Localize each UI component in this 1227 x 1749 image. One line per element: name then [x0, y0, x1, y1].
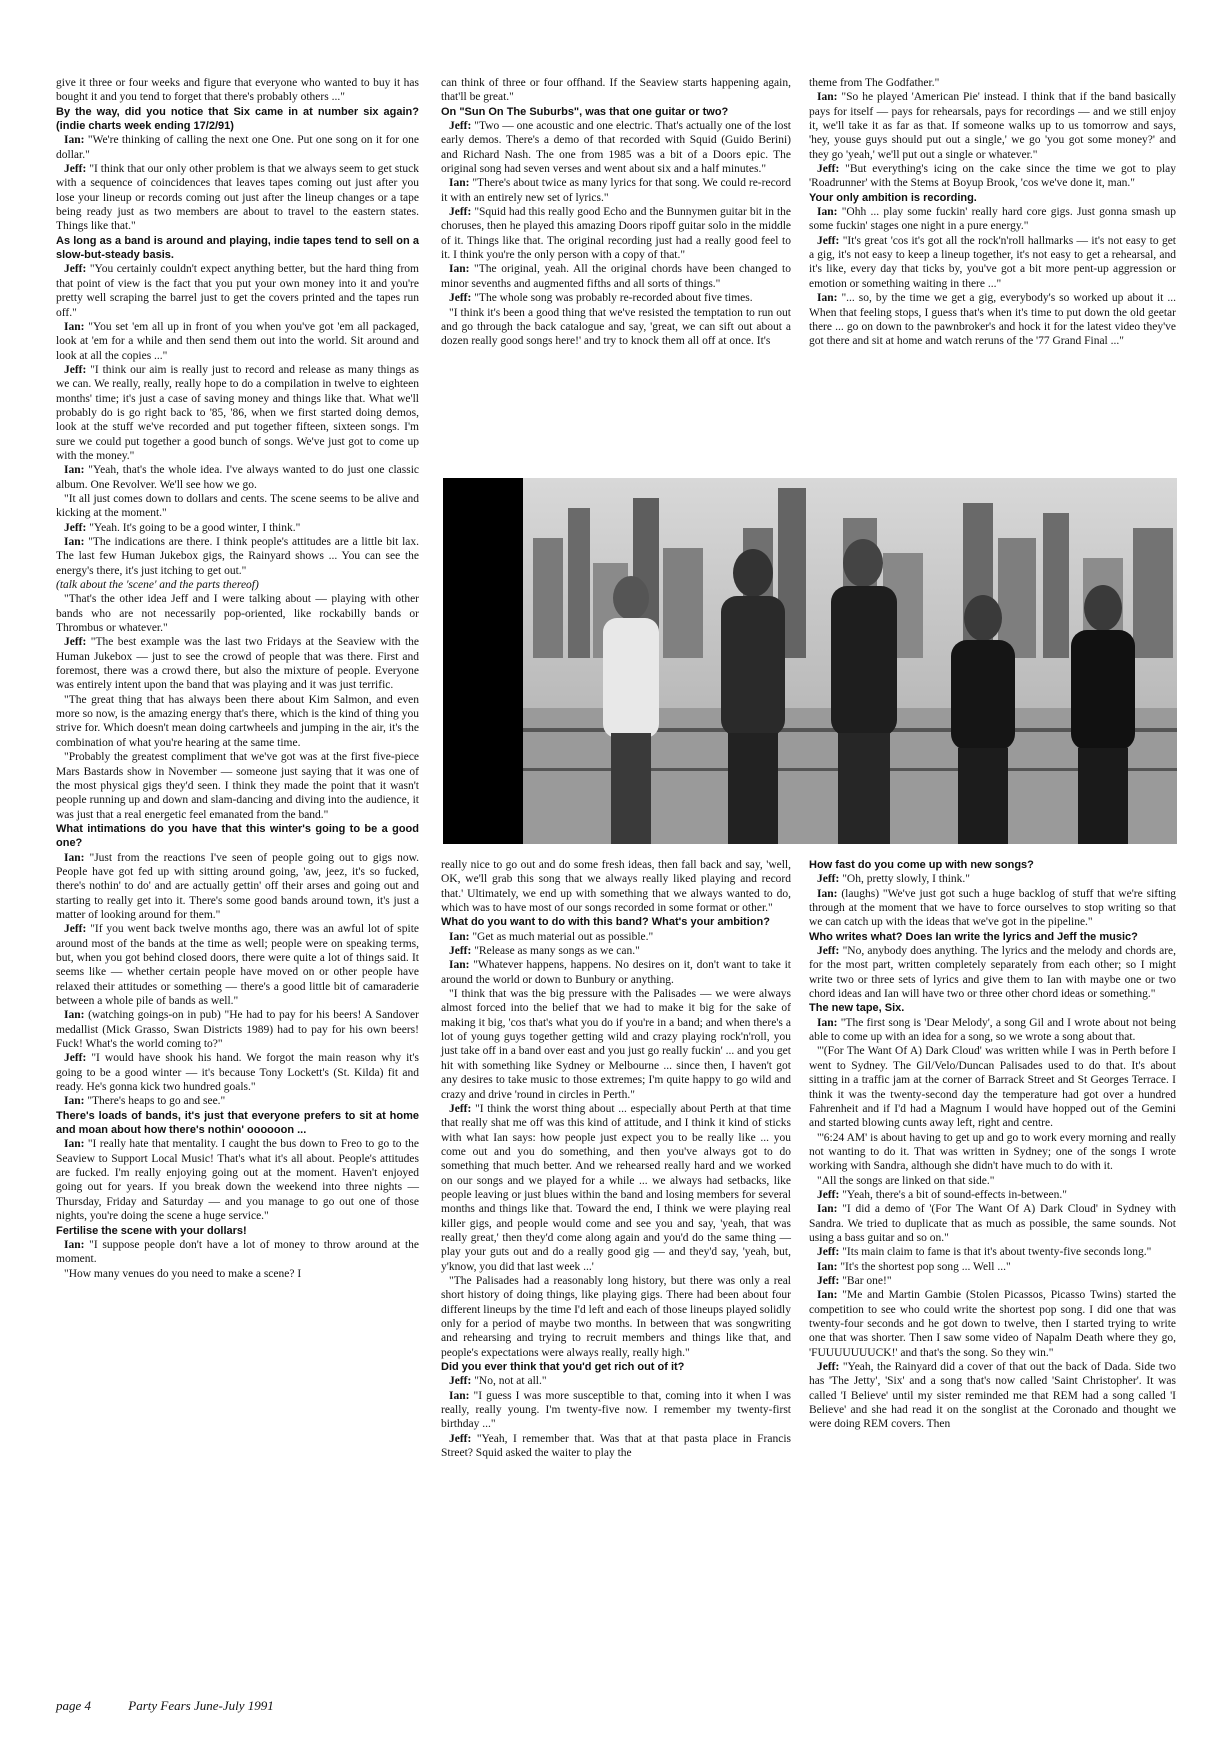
interview-question: Who writes what? Does Ian write the lyrics and Jeff the music? [809, 930, 1138, 943]
interview-answer [56, 521, 419, 535]
answer-text: "Its main claim to fame is that it's about twenty-five seconds long." [842, 1246, 1152, 1259]
article-column-3-bottom [809, 858, 1176, 1432]
paragraph: can think of three or four offhand. If the Seaview starts happening again, that'll be great." [441, 77, 791, 104]
speaker-name: Jeff: [64, 923, 87, 936]
interview-answer [441, 205, 791, 262]
speaker-name: Jeff: [449, 292, 472, 305]
interview-answer [809, 887, 1176, 930]
answer-text: "I would have shook his hand. We forgot the main reason why it's going to be a good winter — it's because Tony Lockett's (St. Kilda) fit and ready. He's gonna kick two hundred goals." [56, 1052, 420, 1094]
speaker-name: Ian: [817, 1289, 838, 1302]
answer-text: "Get as much material out as possible." [472, 930, 654, 943]
speaker-name: Ian: [449, 959, 470, 972]
interview-answer [56, 535, 419, 578]
paragraph: give it three or four weeks and figure that everyone who wanted to buy it has bought it and you tend to forget that there's probably others ..." [56, 77, 419, 104]
speaker-name: Jeff: [64, 163, 87, 176]
interview-answer [56, 635, 419, 692]
answer-text: "Squid had this really good Echo and the Bunnymen guitar bit in the choruses, then he played this amazing Doors ripoff guitar solo in the middle of it. Things like that. The original recording just had a really good feel to it. I think you're the only person with a copy of that." [441, 206, 791, 262]
interview-answer [56, 463, 419, 492]
interview-answer [441, 119, 791, 176]
interview-answer [809, 291, 1176, 348]
speaker-name: Ian: [64, 464, 85, 477]
answer-text: "Yeah, that's the whole idea. I've always wanted to do just one classic album. One Revolver. We'll see how we go. [56, 464, 420, 491]
speaker-name: Ian: [64, 1009, 85, 1022]
answer-text: "Two — one acoustic and one electric. That's actually one of the lost early demos. There's a demo of that recorded with Squid (Guido Berini) and Richard Nash. The one from 1985 was a bit of a Doors epic. The original song had seven verses and went about six and a half minutes." [441, 120, 791, 176]
answer-text: "Ohh ... play some fuckin' really hard core gigs. Just gonna smash up some fuckin' stages one night in a pure energy." [809, 206, 1176, 233]
interview-question: On "Sun On The Suburbs", was that one guitar or two? [441, 105, 729, 118]
interview-answer [809, 1016, 1176, 1045]
page-number: page 4 [56, 1698, 92, 1713]
answer-text: "I think that our only other problem is that we always seem to get stuck with a sequence of coincidences that leaves tapes coming out just after you lose your lineup or records coming out just after the lineup changes or a tape being ready just as two members are about to travel to the eastern states. Things like that." [56, 163, 420, 233]
answer-text: "I think the worst thing about ... especially about Perth at that time that really shat me off was this kind of attitude, and I think it kind of sticks with what Ian says: how people just expect you to be really like ... you come out and you do something, and then you've always got to do something that much better. And we rehearsed really hard and we worked on our songs and we played for a while ... we always had setbacks, like people leaving or just blues within the band and losing members for several months and things like that. Toward the end, I think we were playing real killer gigs, and people would come and see you and say, 'yeah, that was really great,' then they'd come along again and you'd do the same thing — play your guts out and do a really good gig — and they'd say, 'yeah, but, y'know, you did that last week ...' [441, 1102, 791, 1273]
interview-question: What intimations do you have that this winter's going to be a good one? [56, 822, 419, 850]
interview-answer [56, 1094, 419, 1108]
answer-text: "The original, yeah. All the original chords have been changed to minor sevenths and augmented fifths and all sorts of things." [441, 263, 791, 290]
answer-text: "Me and Martin Gambie (Stolen Picassos, Picasso Twins) started the competition to see who could write the shortest pop song. I did one that was twenty-four seconds and he got down to twelve, then I started trying to write one that was shorter. Then I saw some video of Napalm Death where they go, 'FUUUUUUUCK!' and that's the song. So they win." [809, 1289, 1176, 1359]
interview-answer [441, 176, 791, 205]
answer-text: "... so, by the time we get a gig, everybody's so worked up about it ... When that feeling stops, I guess that's when it's time to put down the old geetar there ... go on down to the pawnbroker's and hock it for the latest video they've got there and sit at home and watch reruns of the '77 Grand Final ..." [809, 292, 1177, 348]
speaker-name: Jeff: [817, 1361, 840, 1374]
interview-answer [441, 930, 791, 944]
speaker-name: Jeff: [449, 1432, 472, 1445]
answer-text: "I suppose people don't have a lot of money to throw around at the moment. [56, 1238, 420, 1266]
interview-answer [809, 1274, 1176, 1288]
speaker-name: Ian: [64, 1238, 85, 1251]
speaker-name: Jeff: [449, 945, 472, 958]
interview-answer [809, 1288, 1176, 1360]
interview-answer [441, 1389, 791, 1432]
speaker-name: Ian: [449, 1389, 470, 1402]
speaker-name: Jeff: [817, 1274, 840, 1287]
speaker-name: Ian: [64, 320, 85, 333]
speaker-name: Jeff: [817, 234, 840, 247]
answer-text: "The indications are there. I think people's attitudes are a little bit lax. The last few Human Jukebox gigs, the Rainyard shows ... You can see the energy's there, it's just itching to get out." [56, 536, 420, 577]
answer-text: "Release as many songs as we can." [474, 945, 640, 958]
paragraph: "That's the other idea Jeff and I were talking about — playing with other bands who are not necessarily pop-oriented, like rockabilly bands or Thrombus or whatever." [56, 593, 419, 635]
interview-answer [809, 234, 1176, 291]
answer-text: "Yeah, the Rainyard did a cover of that out the back of Dada. Side two has 'The Jetty', 'Six' and a song that's now called 'Saint Christopher'. It was called 'I Believe' until my sister reminded me that REM had a song called 'I Believe' and she had read it on the songlist at the Coronado and thought we were doing REM covers. Then [809, 1361, 1176, 1431]
interview-answer [56, 1238, 419, 1267]
answer-text: "Oh, pretty slowly, I think." [842, 873, 971, 886]
paragraph: "'(For The Want Of A) Dark Cloud' was written while I was in Perth before I went to Sydney. The Gil/Velo/Duncan Palisades used to do that. It's about sitting in a traffic jam at the corner of Barrack Street and St Georges Terrace. I think it was the twenty-second day the temperature had got over a hundred Fahrenheit and if I'd had a Magnum I would have hopped out of the Gemini and started blowing cunts away left, right and centre. [809, 1045, 1176, 1130]
interview-question: Fertilise the scene with your dollars! [56, 1224, 247, 1237]
answer-text: "It's the shortest pop song ... Well ..." [840, 1260, 1011, 1273]
answer-text: "Whatever happens, happens. No desires on it, don't want to take it around the world or down to Bunbury or anything. [441, 959, 791, 986]
answer-text: "But everything's icing on the cake since the time we got to play 'Roadrunner' with the Stems at Boyup Brook, 'cos we've done it, man." [809, 163, 1177, 190]
answer-text: "No, not at all." [474, 1375, 547, 1388]
answer-text: "The first song is 'Dear Melody', a song Gil and I wrote about not being able to come up with an idea for a song, so we wrote a song about that. [809, 1016, 1176, 1044]
speaker-name: Ian: [817, 1260, 838, 1273]
interview-question: The new tape, Six. [809, 1002, 905, 1015]
speaker-name: Ian: [64, 134, 85, 147]
page-footer [56, 1698, 656, 1714]
paragraph: "I think it's been a good thing that we've resisted the temptation to run out and go through the back catalogue and say, 'great, we can sift out about a dozen really good songs here!' and try to knock them all off at once. It's [441, 306, 791, 348]
answer-text: (laughs) "We've just got such a huge backlog of stuff that we're sifting through at the moment that we have to force ourselves to stop writing so that we can catch up with the ideas that we've got in the pipeline." [809, 887, 1176, 929]
interview-answer [56, 320, 419, 363]
speaker-name: Ian: [817, 91, 838, 104]
speaker-name: Jeff: [817, 1246, 840, 1259]
interview-answer [56, 922, 419, 1008]
interview-answer [441, 1432, 791, 1461]
speaker-name: Jeff: [449, 120, 472, 133]
answer-text: "Bar one!" [842, 1274, 892, 1287]
publication-title: Party Fears June-July 1991 [128, 1698, 274, 1713]
paragraph: "How many venues do you need to make a scene? I [64, 1267, 302, 1280]
speaker-name: Ian: [817, 206, 838, 219]
interview-question: There's loads of bands, it's just that everyone prefers to sit at home and moan about how there's nothin' oooooon ... [56, 1109, 419, 1137]
interview-question: How fast do you come up with new songs? [809, 859, 1034, 871]
speaker-name: Jeff: [64, 521, 87, 534]
answer-text: (watching goings-on in pub) "He had to pay for his beers! A Sandover medallist (Mick Grasso, Swan Districts 1989) had to pay for his own beers! Fuck! What's the world coming to?" [56, 1009, 419, 1051]
paragraph: "'6:24 AM' is about having to get up and go to work every morning and really not wanting to do it. That was written in Sydney; one of the songs I wrote working with Sandra, although she didn't have much to do with it. [809, 1131, 1176, 1173]
interview-answer [441, 1102, 791, 1274]
interview-answer [56, 851, 419, 923]
answer-text: "Yeah. It's going to be a good winter, I think." [89, 521, 301, 534]
interview-answer [56, 262, 419, 319]
speaker-name: Ian: [64, 851, 85, 864]
speaker-name: Jeff: [64, 636, 87, 649]
interview-answer [809, 872, 1176, 886]
interview-answer [441, 958, 791, 987]
paragraph: "It all just comes down to dollars and cents. The scene seems to be alive and kicking at the moment." [56, 492, 419, 520]
interview-question: By the way, did you notice that Six came in at number six again? (indie charts week ending 17/2/91) [56, 105, 419, 133]
interview-question: As long as a band is around and playing, indie tapes tend to sell on a slow-but-steady basis. [56, 234, 419, 262]
interview-answer [441, 944, 791, 958]
answer-text: "If you went back twelve months ago, there was an awful lot of spite around most of the bands at the time as well; people were on speaking terms, but, when you got behind closed doors, there were quite a lot of things said. It seems like — whether certain people have moved on or other people have relaxed their attitudes or something — there's a good little bit of camaraderie between a whole pile of bands as well." [56, 923, 420, 1007]
answer-text: "No, anybody does anything. The lyrics and the melody and chords are, for the most part, written completely separately from each other; so I might write two or three sets of lyrics and give them to Ian with maybe one or two chord ideas and Ian will have two or three other chord ideas or something." [809, 945, 1176, 1001]
interview-answer [56, 1137, 419, 1223]
speaker-name: Jeff: [817, 873, 840, 886]
interview-answer [809, 944, 1176, 1001]
speaker-name: Jeff: [64, 1052, 87, 1065]
paragraph: "Probably the greatest compliment that we've got was at the first five-piece Mars Bastards show in November — someone just saying that it was one of the most physical gigs they'd seen. I think they made the point that it wasn't people running up and down and slam-dancing and diving into the audience, it was just that a real energetic feel emanated from the band." [56, 751, 419, 821]
paragraph: really nice to go out and do some fresh ideas, then fall back and say, 'well, OK, we'll grab this song that we always really liked playing and record that.' Ultimately, we end up with something that we always wanted to do, which was to have most of our songs recorded in some format or other." [441, 859, 791, 915]
paragraph: "The great thing that has always been there about Kim Salmon, and even more so now, is the amazing energy that's there, which is the kind of thing you strive for. Which doesn't mean doing cartwheels and jumping in the air, it's the combination of what you're hearing at the same time. [56, 693, 419, 749]
answer-text: "It's great 'cos it's got all the rock'n'roll hallmarks — it's not easy to get a gig, it's not easy to keep a lineup together, it's not easy to get a rehearsal, and it's like, every day that ticks by, you've got a bit more pent-up aggression or emotion or something waiting in there ..." [809, 234, 1176, 290]
stage-direction: (talk about the 'scene' and the parts thereof) [56, 579, 259, 592]
speaker-name: Ian: [64, 1095, 85, 1108]
interview-answer [441, 262, 791, 291]
answer-text: "You certainly couldn't expect anything better, but the hard thing from that point of view is the fact that you put your own money into it and you're pretty well scraping the barrel just to get the covers printed and the tapes run off." [56, 263, 419, 319]
speaker-name: Jeff: [449, 206, 472, 219]
paragraph: "All the songs are linked on that side." [817, 1174, 995, 1187]
interview-answer [441, 1374, 791, 1388]
answer-text: "I guess I was more susceptible to that, coming into it when I was really, really young. I'm twenty-five now. I remember my twenty-first birthday ..." [441, 1389, 792, 1431]
speaker-name: Jeff: [449, 1102, 472, 1115]
band-photo-image [443, 478, 1177, 844]
paragraph: "I think that was the big pressure with the Palisades — we were always almost forced into the belief that we had to make it big for the sake of making it big, 'cos that's what you do if you're in a band; and when there's a lot of young guys together getting wild and crazy playing rock'n'roll, you just take off in a band over east and you just go really fuckin' ... and you get hit with something like Sydney or Melbourne ... since then, I haven't got any desires to take music to those extremes; I'm quite happy to go wild and crazy and drive 'round in circles in Perth." [441, 988, 791, 1101]
interview-answer [809, 90, 1176, 162]
interview-question: What do you want to do with this band? What's your ambition? [441, 916, 770, 929]
answer-text: "Yeah, I remember that. Was that at that pasta place in Francis Street? Squid asked the waiter to play the [441, 1432, 791, 1460]
speaker-name: Ian: [449, 177, 470, 190]
interview-question: Did you ever think that you'd get rich out of it? [441, 1361, 685, 1374]
answer-text: "So he played 'American Pie' instead. I think that if the band basically pays for itself — pays for rehearsals, pays for recordings — and we still enjoy it, we'll take it as far as that. If someone walks up to us tomorrow and says, 'hey, youse guys should put out a single,' we go 'you got some money?' and they go 'yeah,' we'll put out a single or whatever." [809, 91, 1176, 161]
interview-answer [56, 363, 419, 463]
interview-answer [809, 1202, 1176, 1245]
speaker-name: Ian: [449, 263, 470, 276]
interview-answer [809, 1188, 1176, 1202]
answer-text: "Yeah, there's a bit of sound-effects in-between." [842, 1188, 1067, 1201]
interview-answer [56, 162, 419, 234]
band-photo [443, 478, 1177, 844]
speaker-name: Ian: [64, 536, 85, 548]
speaker-name: Jeff: [817, 1188, 840, 1201]
article-column-2-top [441, 76, 791, 349]
answer-text: "There's about twice as many lyrics for that song. We could re-record it with an entirely new set of lyrics." [441, 177, 792, 204]
answer-text: "The best example was the last two Fridays at the Seaview with the Human Jukebox — just to see the crowd of people that was there. First and foremost, there was a crowd there, but also the mixture of people. Everyone was entirely intent upon the band that was playing and it was just terrific. [56, 636, 420, 692]
speaker-name: Ian: [817, 887, 838, 900]
article-column-1 [56, 76, 419, 1281]
interview-answer [56, 1051, 419, 1094]
interview-answer [809, 1260, 1176, 1274]
interview-answer [809, 1360, 1176, 1432]
speaker-name: Ian: [449, 930, 470, 943]
speaker-name: Jeff: [817, 945, 840, 958]
speaker-name: Ian: [817, 292, 838, 305]
speaker-name: Ian: [817, 1016, 838, 1029]
speaker-name: Jeff: [64, 263, 87, 276]
interview-answer [441, 291, 791, 305]
interview-answer [56, 133, 419, 162]
interview-answer [809, 1245, 1176, 1259]
interview-answer [809, 162, 1176, 191]
speaker-name: Jeff: [449, 1375, 472, 1388]
answer-text: "There's heaps to go and see." [87, 1095, 226, 1108]
interview-question: Your only ambition is recording. [809, 191, 977, 204]
paragraph: theme from The Godfather." [809, 77, 940, 89]
speaker-name: Ian: [64, 1138, 85, 1151]
answer-text: "Just from the reactions I've seen of people going out to gigs now. People have got fed up with sitting around going, 'aw, jeez, it's so fucked, there's nothin' to do' and are actually gettin' off their arses and going out and starting to really get into it. There's some good bands around town, it's just a matter of looking around for them." [56, 851, 419, 921]
paragraph: "The Palisades had a reasonably long history, but there was only a real short history of doing things, like playing gigs. There had been about four different lineups by the time I'd left and each of those lineups played solidly only for a period of maybe two months. In between that was songwriting and rehearsing and trying to recruit members and things like that, and people's expectations were always really, really high." [441, 1274, 791, 1359]
speaker-name: Ian: [817, 1203, 838, 1216]
article-column-2-bottom [441, 858, 791, 1460]
speaker-name: Jeff: [64, 363, 87, 376]
answer-text: "We're thinking of calling the next one One. Put one song on it for one dollar." [56, 134, 419, 161]
interview-answer [809, 205, 1176, 234]
answer-text: "I really hate that mentality. I caught the bus down to Freo to go to the Seaview to Support Local Music! That's what it's all about. People's attitudes are fucked. I'm really enjoying going out at the moment. Haven't enjoyed going out for years. If you break down the weekend into three nights — Thursday, Friday and Saturday — and you manage to go out one of those nights, you're doing the scene a huge service." [56, 1138, 419, 1223]
speaker-name: Jeff: [817, 163, 840, 176]
article-column-3-top [809, 76, 1176, 349]
answer-text: "The whole song was probably re-recorded about five times. [474, 292, 753, 305]
answer-text: "I did a demo of '(For The Want Of A) Dark Cloud' in Sydney with Sandra. We tried to duplicate that as much as possible, the same sounds. Not using a bass guitar and so on." [809, 1203, 1177, 1244]
answer-text: "You set 'em all up in front of you when you've got 'em all packaged, look at 'em for a while and then send them out into the world. Sit around and look at all the copies ..." [56, 320, 420, 362]
answer-text: "I think our aim is really just to record and release as many things as we can. We really, really, really hope to do a compilation in twelve to eighteen months' time; it's just a case of saving money and things like that. What we'll probably do is go right back to '85, '86, when we first started doing demos, look at the stuff we've recorded and put together fifteen, sixteen songs. I'm sure we could put together a good bunch of songs. We've just got to come up with the money." [56, 363, 419, 462]
interview-answer [56, 1008, 419, 1051]
